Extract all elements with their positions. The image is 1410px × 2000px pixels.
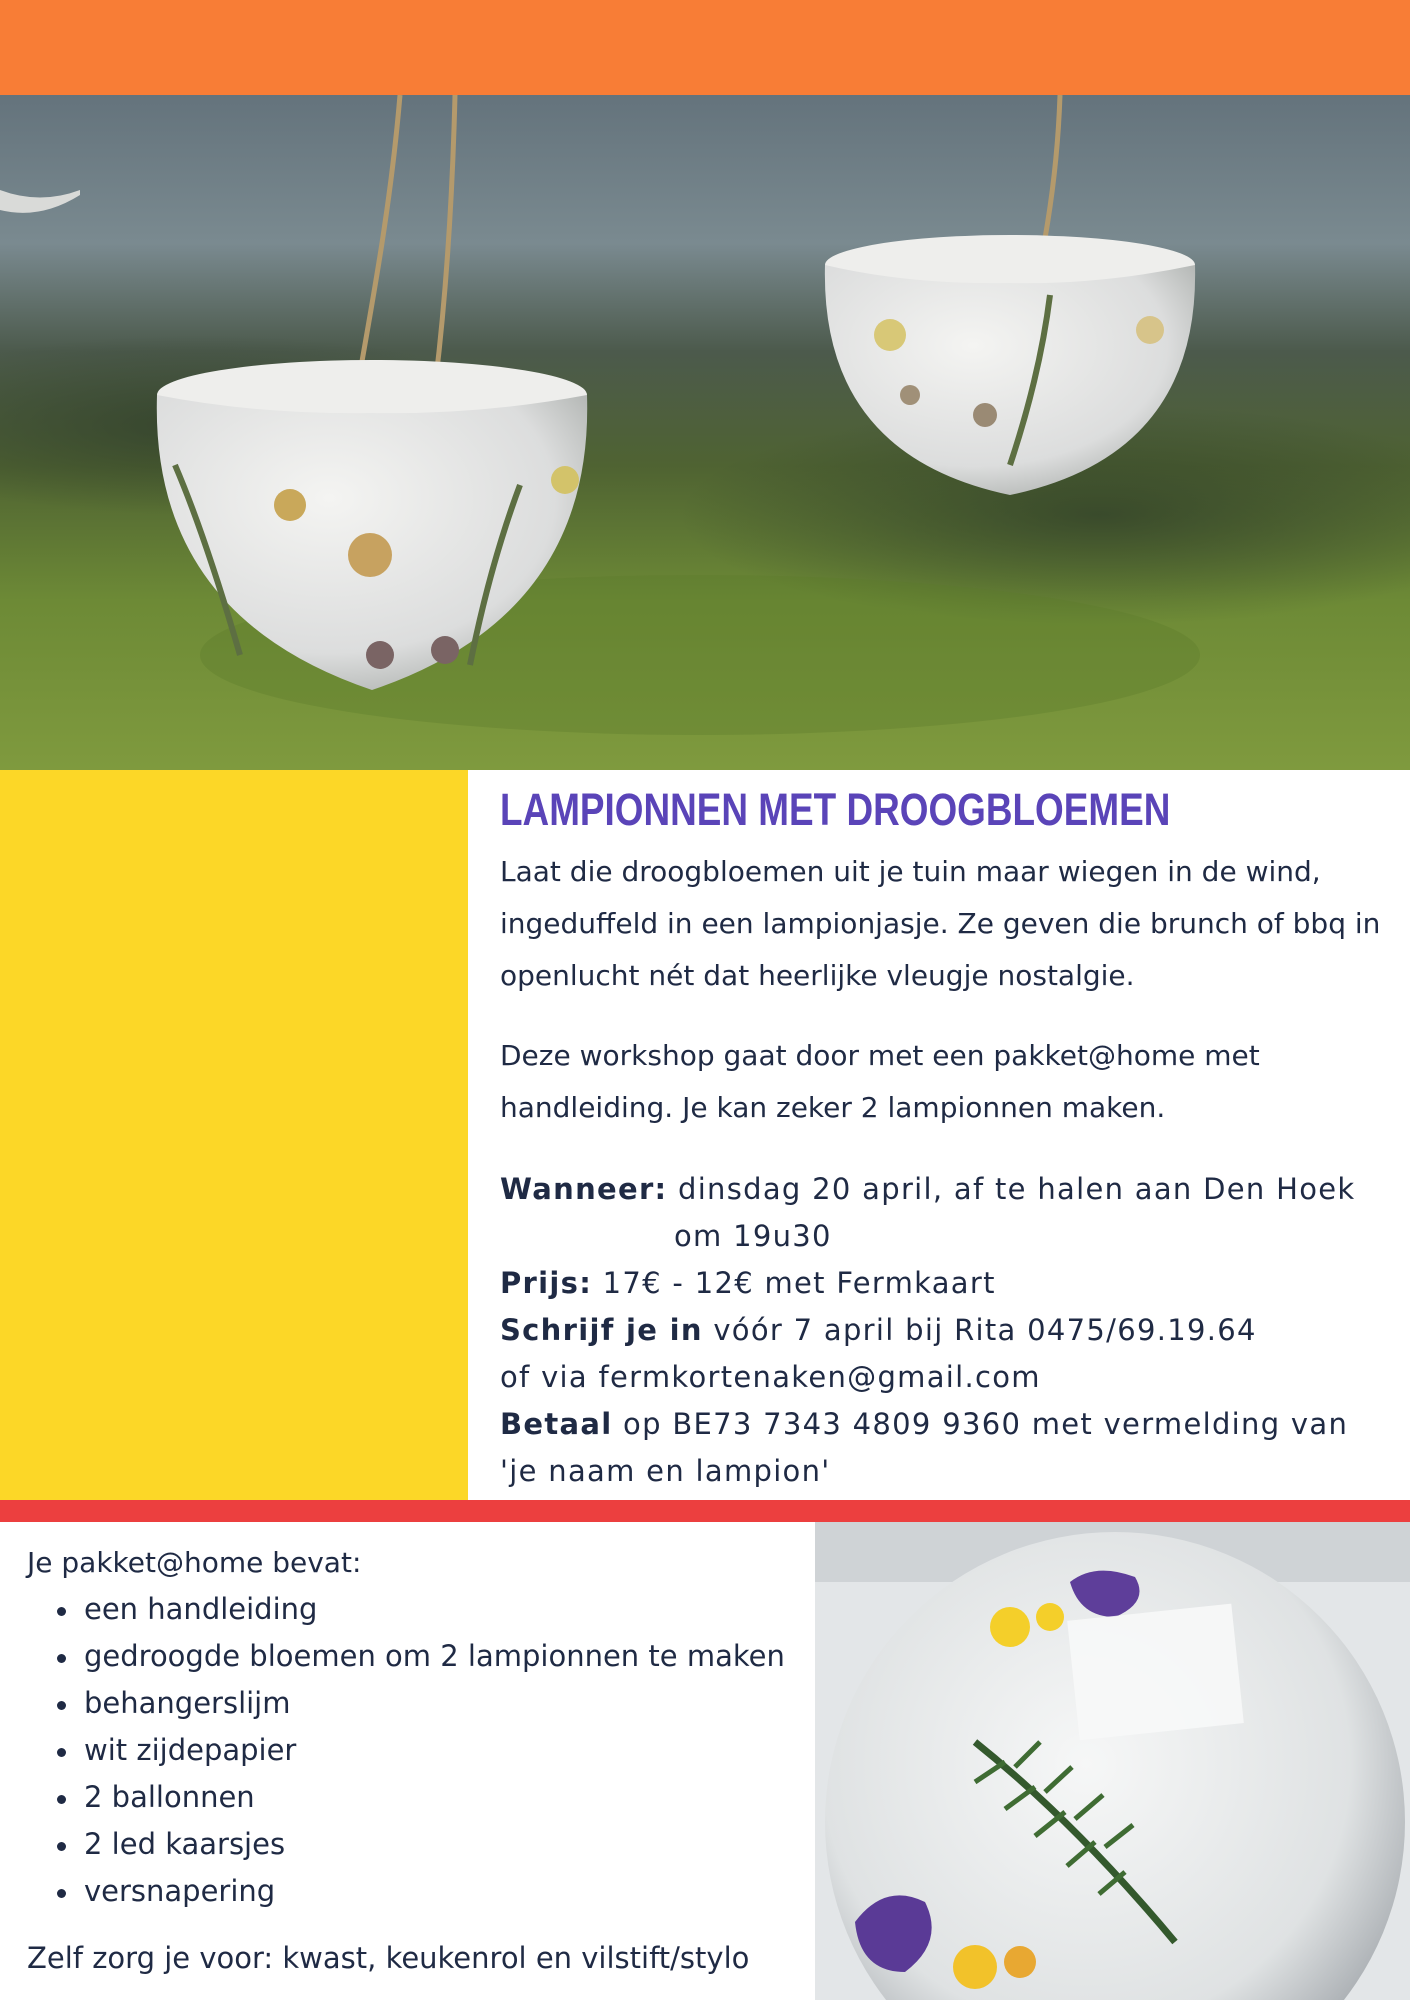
- payment-line: [500, 1401, 1390, 1448]
- divider-color-bar: [0, 1500, 1410, 1522]
- package-list: [27, 1586, 807, 1915]
- payment-value: op BE73 7343 4809 9360 met vermelding van: [623, 1407, 1349, 1441]
- header-color-bar: [0, 0, 1410, 95]
- intro-paragraph: Laat die droogbloemen uit je tuin maar wiegen in de wind, ingeduffeld in een lampionjasje. Ze geven die brunch of bbq in openlucht nét dat heerlijke vleugje nostalgie.: [500, 855, 1381, 992]
- list-item: behangerslijm: [27, 1680, 807, 1727]
- self-provide-note: Zelf zorg je voor: kwast, keukenrol en vilstift/stylo: [27, 1941, 750, 1975]
- when-line: [500, 1166, 1390, 1213]
- when-value: dinsdag 20 april, af te halen aan Den Hoek: [677, 1172, 1356, 1206]
- workshop-details: [500, 1166, 1390, 1495]
- list-item: wit zijdepapier: [27, 1727, 807, 1774]
- payment-label: Betaal: [500, 1407, 613, 1441]
- package-title: Je pakket@home bevat:: [27, 1546, 362, 1579]
- list-item: 2 led kaarsjes: [27, 1821, 807, 1868]
- yellow-side-block: [0, 770, 468, 1500]
- signup-value: vóór 7 april bij Rita 0475/69.19.64: [713, 1313, 1257, 1347]
- when-time: om 19u30: [674, 1219, 832, 1253]
- workshop-title: LAMPIONNEN MET DROOGBLOEMEN: [500, 784, 1171, 835]
- price-label: Prijs:: [500, 1266, 593, 1300]
- when-label: Wanneer:: [500, 1172, 668, 1206]
- signup-line: [500, 1307, 1390, 1354]
- workshop-info: [500, 780, 1390, 1495]
- list-item: een handleiding: [27, 1586, 807, 1633]
- signup-email: of via fermkortenaken@gmail.com: [500, 1360, 1041, 1394]
- payment-note: 'je naam en lampion': [500, 1454, 831, 1488]
- signup-label: Schrijf je in: [500, 1313, 703, 1347]
- paper-lantern-ball-photo: [815, 1522, 1410, 2000]
- price-value: 17€ - 12€ met Fermkaart: [602, 1266, 996, 1300]
- list-item: versnapering: [27, 1868, 807, 1915]
- format-paragraph: Deze workshop gaat door met een pakket@home met handleiding. Je kan zeker 2 lampionnen maken.: [500, 1039, 1260, 1124]
- price-line: [500, 1260, 1390, 1307]
- hanging-paper-lanterns-photo: [0, 95, 1410, 770]
- list-item: gedroogde bloemen om 2 lampionnen te maken: [27, 1633, 807, 1680]
- package-contents: [27, 1540, 807, 1981]
- list-item: 2 ballonnen: [27, 1774, 807, 1821]
